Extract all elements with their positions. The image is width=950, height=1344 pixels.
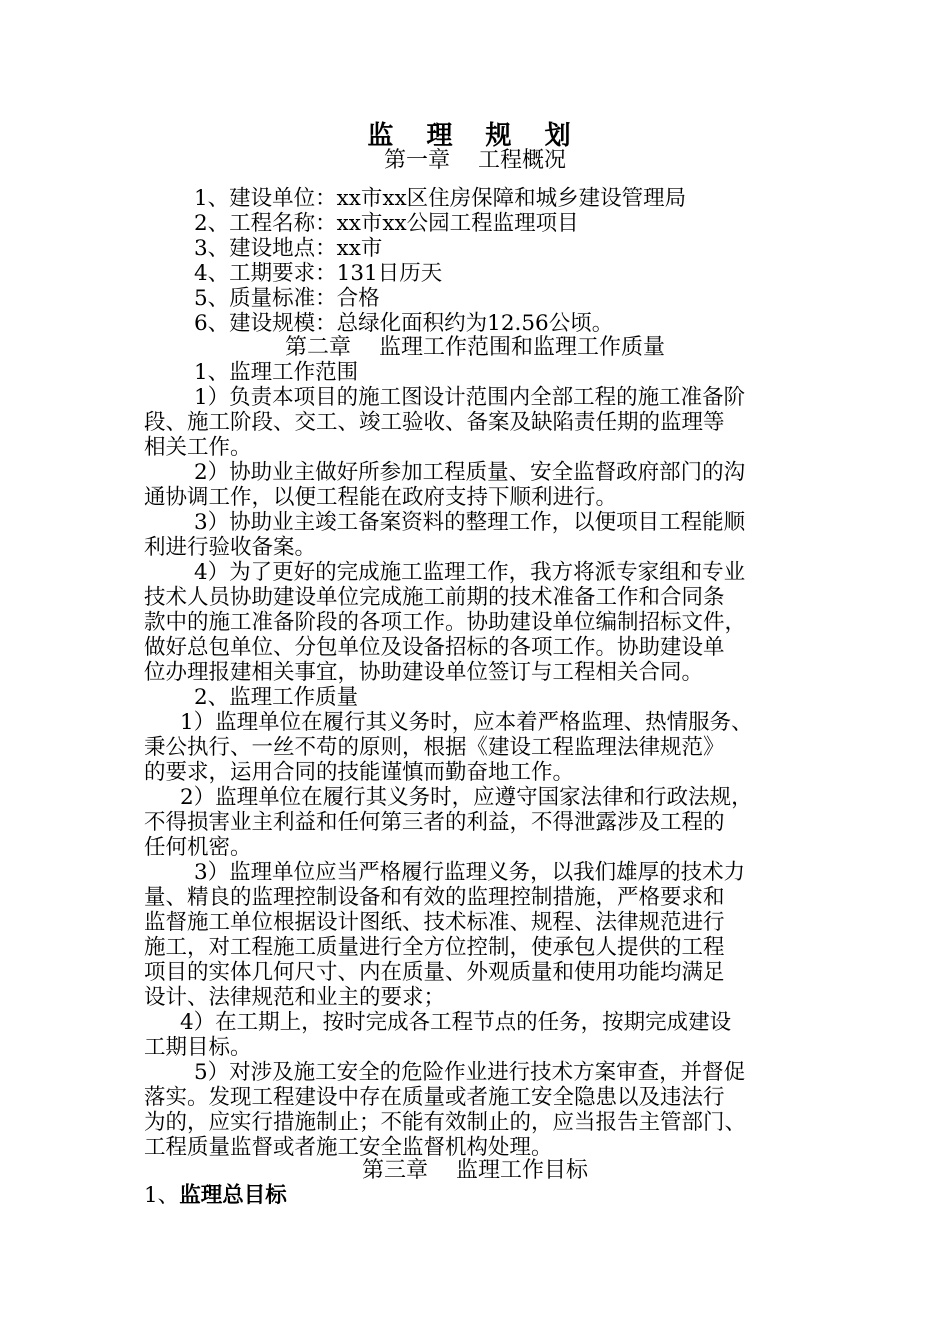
paragraph-line: 3）协助业主竣工备案资料的整理工作，以便项目工程能顺	[194, 510, 746, 535]
paragraph-line: 款中的施工准备阶段的各项工作。协助建设单位编制招标文件，	[144, 610, 747, 635]
goal-heading-number: 1、	[144, 1183, 180, 1208]
chapter-2-heading: 第二章 监理工作范围和监理工作质量	[285, 335, 665, 360]
paragraph-line: 1）监理单位在履行其义务时，应本着严格监理、热情服务、	[180, 710, 753, 735]
paragraph-line: 为的，应实行措施制止；不能有效制止的，应当报告主管部门、	[144, 1110, 747, 1135]
paragraph-line: 落实。发现工程建设中存在质量或者施工安全隐患以及违法行	[144, 1085, 725, 1110]
paragraph-line: 工程质量监督或者施工安全监督机构处理。	[144, 1135, 553, 1160]
paragraph-line: 技术人员协助建设单位完成施工前期的技术准备工作和合同条	[144, 585, 725, 610]
paragraph-line: 不得损害业主利益和任何第三者的利益，不得泄露涉及工程的	[144, 810, 725, 835]
goal-heading-text: 监理总目标	[179, 1183, 287, 1208]
paragraph-line: 量、精良的监理控制设备和有效的监理控制措施，严格要求和	[144, 885, 725, 910]
paragraph-line: 做好总包单位、分包单位及设备招标的各项工作。协助建设单	[144, 635, 725, 660]
paragraph-line: 3）监理单位应当严格履行监理义务，以我们雄厚的技术力	[194, 860, 746, 885]
quality-heading: 2、监理工作质量	[194, 685, 359, 710]
paragraph-line: 相关工作。	[144, 435, 252, 460]
paragraph-line: 通协调工作，以便工程能在政府支持下顺利进行。	[144, 485, 618, 510]
paragraph-line: 段、施工阶段、交工、竣工验收、备案及缺陷责任期的监理等	[144, 410, 725, 435]
paragraph-line: 设计、法律规范和业主的要求；	[144, 985, 446, 1010]
goal-heading	[144, 1183, 816, 1209]
scope-heading: 1、监理工作范围	[194, 360, 359, 385]
overview-item: 2、工程名称：xx市xx公园工程监理项目	[194, 211, 579, 236]
paragraph-line: 位办理报建相关事宜，协助建设单位签订与工程相关合同。	[144, 660, 704, 685]
paragraph-line: 工期目标。	[144, 1035, 252, 1060]
paragraph-line: 秉公执行、一丝不苟的原则，根据《建设工程监理法律规范》	[144, 735, 725, 760]
paragraph-line: 2）监理单位在履行其义务时，应遵守国家法律和行政法规，	[180, 785, 753, 810]
paragraph-line: 4）在工期上，按时完成各工程节点的任务，按期完成建设	[180, 1010, 732, 1035]
document-title: 监 理 规 划	[367, 121, 583, 151]
paragraph-line: 利进行验收备案。	[144, 535, 317, 560]
paragraph-line: 5）对涉及施工安全的危险作业进行技术方案审查，并督促	[194, 1060, 746, 1085]
paragraph-line: 任何机密。	[144, 835, 252, 860]
overview-item: 4、工期要求：131日历天	[194, 261, 443, 286]
chapter-3-heading: 第三章 监理工作目标	[362, 1158, 588, 1183]
overview-item: 1、建设单位：xx市xx区住房保障和城乡建设管理局	[194, 186, 687, 211]
overview-item: 3、建设地点：xx市	[194, 236, 383, 261]
paragraph-line: 2）协助业主做好所参加工程质量、安全监督政府部门的沟	[194, 460, 746, 485]
chapter-1-heading: 第一章 工程概况	[384, 148, 566, 173]
paragraph-line: 项目的实体几何尺寸、内在质量、外观质量和使用功能均满足	[144, 960, 725, 985]
paragraph-line: 的要求，运用合同的技能谨慎而勤奋地工作。	[144, 760, 575, 785]
overview-item: 6、建设规模：总绿化面积约为12.56公顷。	[194, 311, 614, 336]
paragraph-line: 1）负责本项目的施工图设计范围内全部工程的施工准备阶	[194, 385, 746, 410]
overview-item: 5、质量标准：合格	[194, 286, 380, 311]
paragraph-line: 施工，对工程施工质量进行全方位控制，使承包人提供的工程	[144, 935, 725, 960]
paragraph-line: 监督施工单位根据设计图纸、技术标准、规程、法律规范进行	[144, 910, 725, 935]
paragraph-line: 4）为了更好的完成施工监理工作，我方将派专家组和专业	[194, 560, 746, 585]
